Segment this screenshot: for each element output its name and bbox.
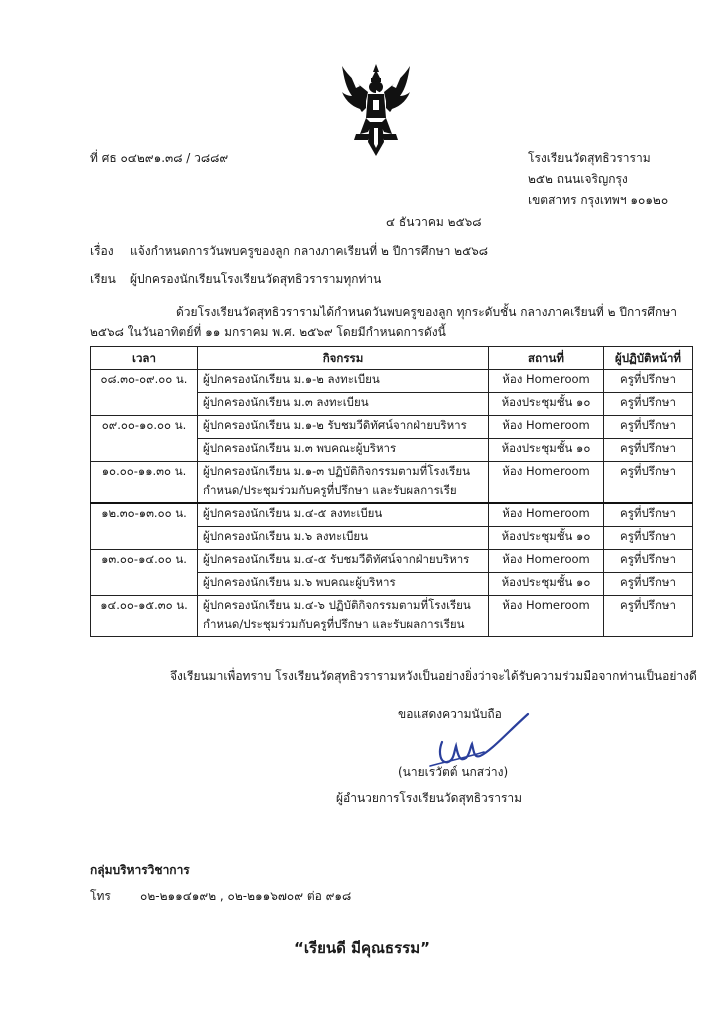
recipient-label: เรียน — [90, 272, 116, 286]
activity-cell: ผู้ปกครองนักเรียน ม.๔-๕ ลงทะเบียน — [198, 503, 489, 527]
activity-line-1: ผู้ปกครองนักเรียน ม.๑-๓ ปฏิบัติกิจกรรมตามที่โรงเรียน — [203, 464, 470, 478]
responsible-cell: ครูที่ปรึกษา — [604, 370, 693, 393]
activity-cell: ผู้ปกครองนักเรียน ม.๖ พบคณะผู้บริหาร — [198, 573, 489, 596]
street-address: ๒๕๒ ถนนเจริญกรุง — [528, 172, 628, 186]
place-cell: ห้อง Homeroom — [489, 503, 604, 527]
activity-line-2: กำหนด/ประชุมร่วมกับครูที่ปรึกษา และรับผลการเรียน — [203, 617, 465, 631]
time-cell: ๑๐.๐๐-๑๑.๓๐ น. — [91, 462, 198, 504]
letter-date: ๔ ธันวาคม ๒๕๖๘ — [386, 215, 482, 229]
signer-title: ผู้อำนวยการโรงเรียนวัดสุทธิวราราม — [336, 791, 523, 805]
table-row — [91, 503, 693, 527]
responsible-cell: ครูที่ปรึกษา — [604, 550, 693, 573]
document-number: ที่ ศธ ๐๔๒๙๑.๓๘ / ว๘๘๙ — [90, 151, 229, 165]
activity-cell — [198, 596, 489, 637]
place-cell: ห้อง Homeroom — [489, 596, 604, 637]
school-motto: “เรียนดี มีคุณธรรม” — [294, 939, 430, 957]
table-row — [91, 416, 693, 439]
responsible-cell: ครูที่ปรึกษา — [604, 393, 693, 416]
activity-line-2: กำหนด/ประชุมร่วมกับครูที่ปรึกษา และรับผลการเรีย — [203, 483, 457, 497]
activity-cell: ผู้ปกครองนักเรียน ม.๑-๒ รับชมวีดิทัศน์จากฝ่ายบริหาร — [198, 416, 489, 439]
time-cell: ๑๒.๓๐-๑๓.๐๐ น. — [91, 503, 198, 550]
table-row — [91, 370, 693, 393]
time-cell: ๐๘.๓๐-๐๙.๐๐ น. — [91, 370, 198, 416]
activity-cell: ผู้ปกครองนักเรียน ม.๑-๒ ลงทะเบียน — [198, 370, 489, 393]
recipient-text: ผู้ปกครองนักเรียนโรงเรียนวัดสุทธิวรารามทุกท่าน — [130, 272, 382, 286]
header-responsible: ผู้ปฏิบัติหน้าที่ — [604, 347, 693, 370]
activity-cell: ผู้ปกครองนักเรียน ม.๓ ลงทะเบียน — [198, 393, 489, 416]
header-place: สถานที่ — [489, 347, 604, 370]
table-row — [91, 462, 693, 504]
place-cell: ห้องประชุมชั้น ๑๐ — [489, 527, 604, 550]
body-line-2: ๒๕๖๘ ในวันอาทิตย์ที่ ๑๑ มกราคม พ.ศ. ๒๕๖๙ โดยมีกำหนดการดังนี้ — [90, 325, 446, 339]
responsible-cell: ครูที่ปรึกษา — [604, 462, 693, 504]
regards-text: ขอแสดงความนับถือ — [398, 707, 502, 721]
table-header-row — [91, 347, 693, 370]
garuda-emblem-icon — [340, 62, 412, 158]
subject-label: เรื่อง — [90, 244, 114, 258]
department-name: กลุ่มบริหารวิชาการ — [90, 863, 190, 877]
time-cell: ๐๙.๐๐-๑๐.๐๐ น. — [91, 416, 198, 462]
body-paragraph — [90, 302, 677, 342]
place-cell: ห้องประชุมชั้น ๑๐ — [489, 439, 604, 462]
subject-text: แจ้งกำหนดการวันพบครูของลูก กลางภาคเรียนที่ ๒ ปีการศึกษา ๒๕๖๘ — [130, 244, 489, 258]
phone-number: ๐๒-๒๑๑๔๑๙๒ , ๐๒-๒๑๑๖๗๐๙ ต่อ ๙๑๘ — [140, 889, 352, 903]
responsible-cell: ครูที่ปรึกษา — [604, 596, 693, 637]
responsible-cell: ครูที่ปรึกษา — [604, 416, 693, 439]
recipient-row — [0, 270, 724, 286]
body-line-1: ด้วยโรงเรียนวัดสุทธิวรารามได้กำหนดวันพบครูของลูก ทุกระดับชั้น กลางภาคเรียนที่ ๒ ปีการศึกษา — [176, 305, 677, 319]
subject-row — [0, 242, 724, 258]
header-activity: กิจกรรม — [198, 347, 489, 370]
responsible-cell: ครูที่ปรึกษา — [604, 439, 693, 462]
place-cell: ห้อง Homeroom — [489, 550, 604, 573]
activity-cell — [198, 462, 489, 504]
table-row — [91, 550, 693, 573]
place-cell: ห้อง Homeroom — [489, 462, 604, 504]
responsible-cell: ครูที่ปรึกษา — [604, 573, 693, 596]
phone-label: โทร — [90, 889, 111, 903]
activity-cell: ผู้ปกครองนักเรียน ม.๔-๕ รับชมวีดิทัศน์จากฝ่ายบริหาร — [198, 550, 489, 573]
signer-name: (นายเรวัตต์ นกสว่าง) — [398, 765, 509, 779]
time-cell: ๑๔.๐๐-๑๕.๓๐ น. — [91, 596, 198, 637]
table-row — [91, 596, 693, 637]
closing-sentence: จึงเรียนมาเพื่อทราบ โรงเรียนวัดสุทธิวรารามหวังเป็นอย่างยิ่งว่าจะได้รับความร่วมมือจากท่านเป็นอย่างดี — [170, 669, 697, 683]
school-name: โรงเรียนวัดสุทธิวราราม — [528, 151, 651, 165]
place-cell: ห้อง Homeroom — [489, 370, 604, 393]
place-cell: ห้องประชุมชั้น ๑๐ — [489, 573, 604, 596]
time-cell: ๑๓.๐๐-๑๔.๐๐ น. — [91, 550, 198, 596]
place-cell: ห้อง Homeroom — [489, 416, 604, 439]
activity-cell: ผู้ปกครองนักเรียน ม.๖ ลงทะเบียน — [198, 527, 489, 550]
place-cell: ห้องประชุมชั้น ๑๐ — [489, 393, 604, 416]
responsible-cell: ครูที่ปรึกษา — [604, 503, 693, 527]
schedule-table — [90, 346, 693, 637]
activity-line-1: ผู้ปกครองนักเรียน ม.๔-๖ ปฏิบัติกิจกรรมตามที่โรงเรียน — [203, 598, 471, 612]
activity-cell: ผู้ปกครองนักเรียน ม.๓ พบคณะผู้บริหาร — [198, 439, 489, 462]
district-address: เขตสาทร กรุงเทพฯ ๑๐๑๒๐ — [528, 193, 669, 207]
sender-address — [528, 148, 668, 211]
header-time: เวลา — [91, 347, 198, 370]
responsible-cell: ครูที่ปรึกษา — [604, 527, 693, 550]
